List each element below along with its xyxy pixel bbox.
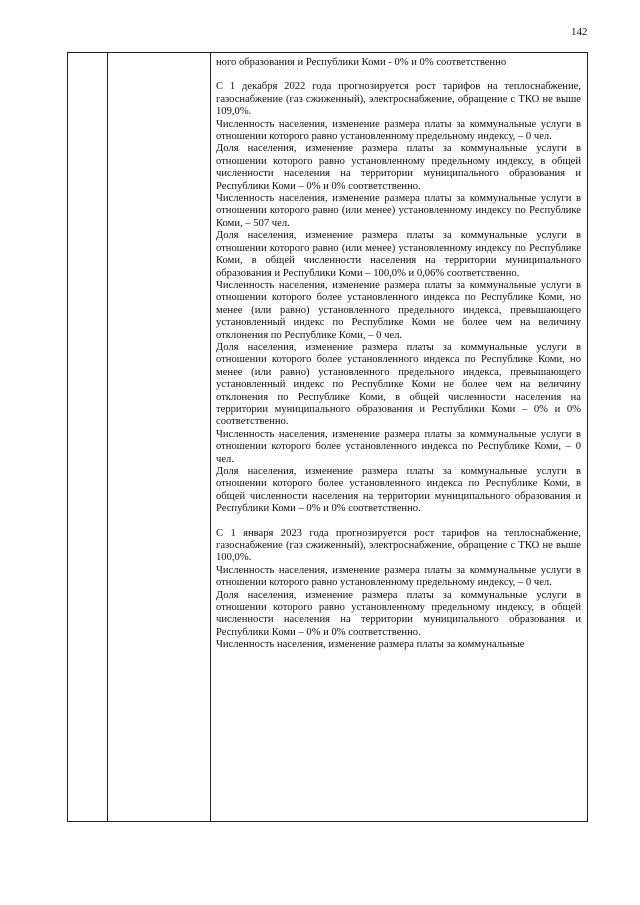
paragraph: Численность населения, изменение размера платы за коммунальные услуги в отношении которого равно установленному предельному индексу, – 0 чел. xyxy=(216,118,581,143)
paragraph: С 1 января 2023 года прогнозируется рост тарифов на теплоснабжение, газоснабжение (газ сжиженный), электроснабжение, обращение с ТКО не выше 100,0%. xyxy=(216,527,581,564)
table-column-content xyxy=(211,53,587,821)
page-number: 142 xyxy=(571,26,588,38)
table-column-name xyxy=(108,53,211,821)
paragraph: ного образования и Республики Коми - 0% и 0% соответственно xyxy=(216,57,507,68)
table-column-number xyxy=(68,53,108,821)
paragraph: Доля населения, изменение размера платы за коммунальные услуги в отношении которого равно установленному предельному индексу, в общей численности населения на территории муниципального образования и Республики Коми – 0% и 0% соответственно. xyxy=(216,143,581,192)
document-table xyxy=(67,52,588,822)
paragraph: Доля населения, изменение размера платы за коммунальные услуги в отношении которого более установленного индекса по Республике Коми, но менее (или равно) установленного предельного индекса, превышающего установленный индекс по Республике Коми не более чем на величину отклонения по Республике Коми, в общей численности населения на территории муниципального образования и Республики Коми – 0% и 0% соответственно. xyxy=(216,341,581,428)
paragraph: Доля населения, изменение размера платы за коммунальные услуги в отношении которого равно установленному предельному индексу, в общей численности населения на территории муниципального образования и Республики Коми – 0% и 0% соответственно. xyxy=(216,589,581,638)
paragraph: Численность населения, изменение размера платы за коммунальные услуги в отношении которого более установленного индекса по Республике Коми, но менее (или равно) установленного предельного индекса, превышающего установленный индекс по Республике Коми не более чем на величину отклонения по Республике Коми, – 0 чел. xyxy=(216,279,581,341)
paragraph: Численность населения, изменение размера платы за коммунальные услуги в отношении которого более установленного индекса по Республике Коми, – 0 чел. xyxy=(216,428,581,465)
paragraph: С 1 декабря 2022 года прогнозируется рост тарифов на теплоснабжение, газоснабжение (газ сжиженный), электроснабжение, обращение с ТКО не выше 109,0%. xyxy=(216,81,581,118)
paragraph: Доля населения, изменение размера платы за коммунальные услуги в отношении которого более установленного индекса по Республике Коми, в общей численности населения на территории муниципального образования и Республики Коми – 0% и 0% соответственно. xyxy=(216,466,581,515)
paragraph: Численность населения, изменение размера платы за коммунальные xyxy=(216,639,525,651)
paragraph: Численность населения, изменение размера платы за коммунальные услуги в отношении которого равно (или менее) установленному индексу по Республике Коми, – 507 чел. xyxy=(216,193,581,229)
paragraph: Доля населения, изменение размера платы за коммунальные услуги в отношении которого равно (или менее) установленному индексу по Республике Коми, в общей численности населения на территории муниципального образования и Республики Коми – 100,0% и 0,06% соответственно. xyxy=(216,230,581,279)
paragraph: Численность населения, изменение размера платы за коммунальные услуги в отношении которого равно установленному предельному индексу, – 0 чел. xyxy=(216,564,581,589)
